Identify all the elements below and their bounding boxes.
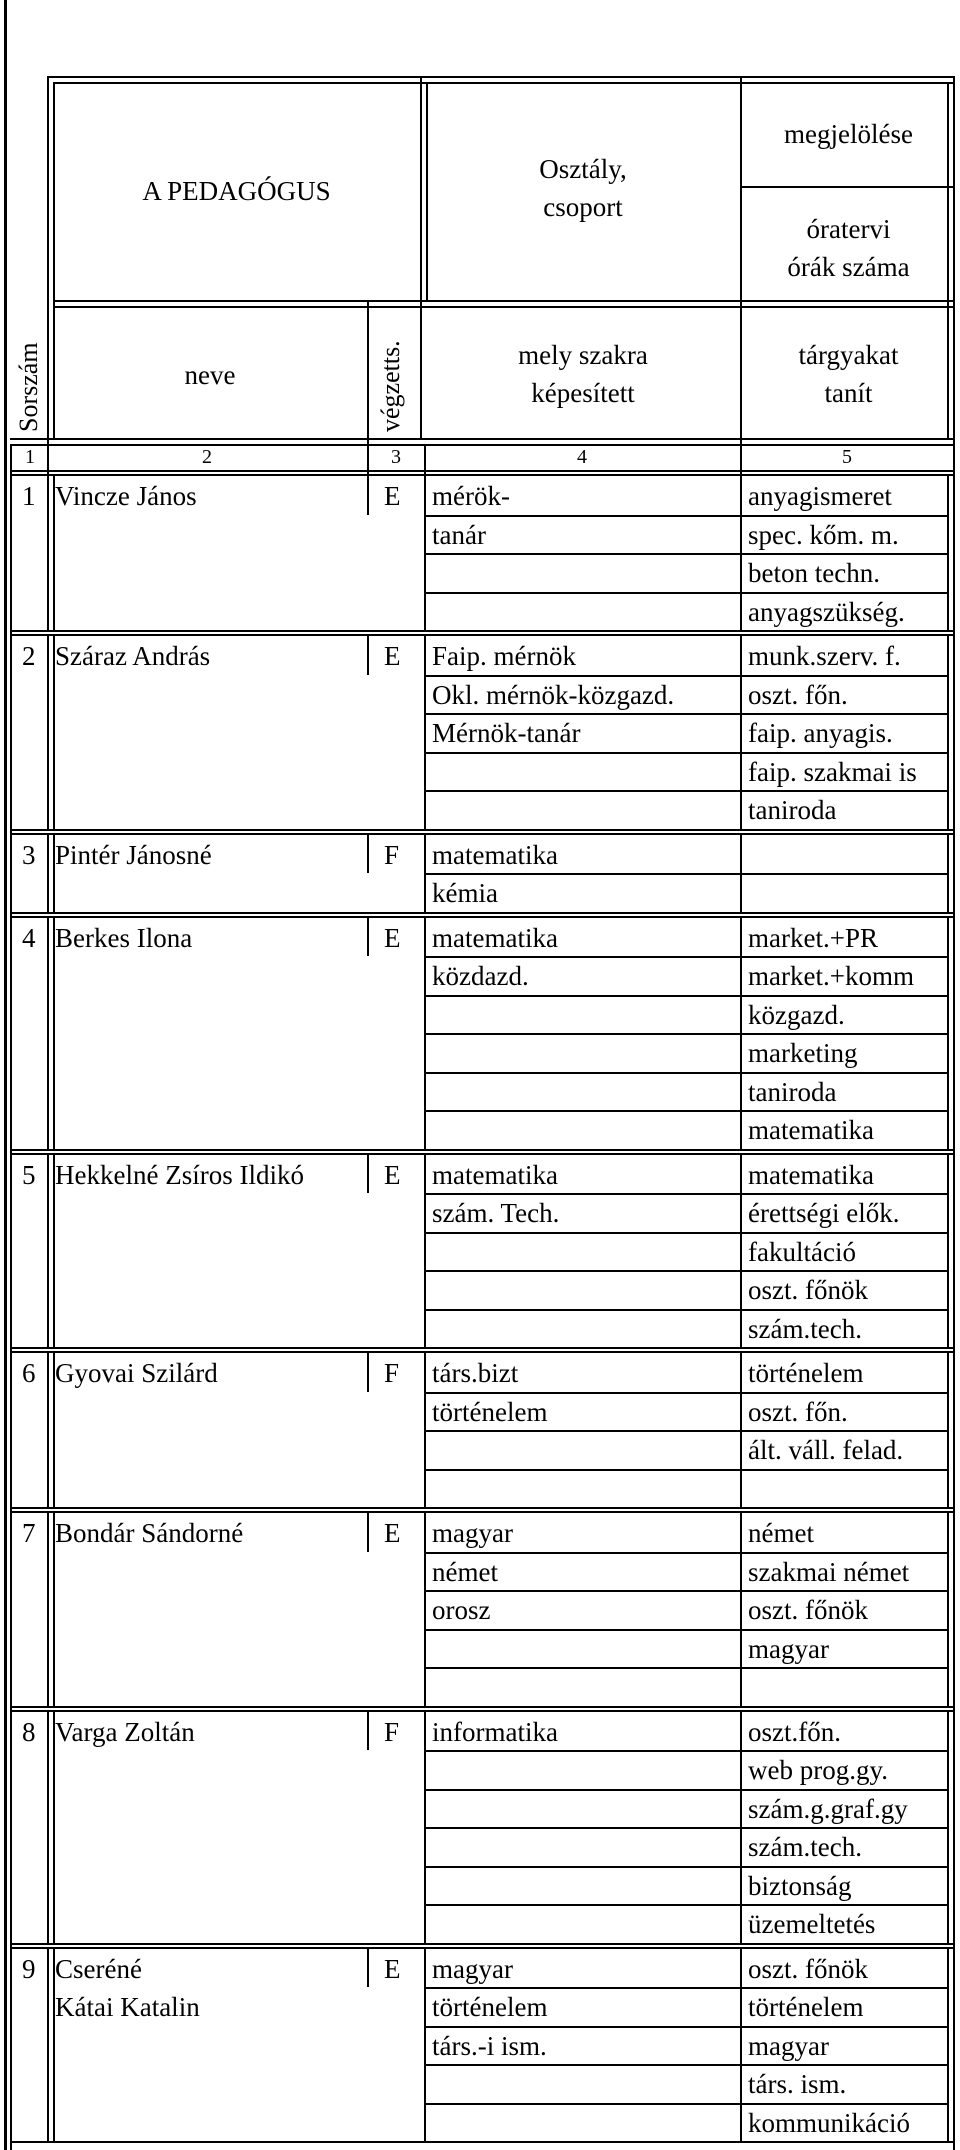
subject: német [748,1518,814,1548]
qualification: Okl. mérnök-közgazd. [432,679,675,710]
teacher-name: Vincze János [55,481,197,511]
line-sep [424,1987,947,1989]
subject: szám.g.graf.gy [748,1793,908,1824]
line-sep [424,752,947,754]
row-col-sep [47,835,49,912]
row-border [10,1947,955,1949]
row-col-sep-b [53,1949,55,2142]
subject: market.+PR [748,922,878,953]
subject: anyagismeret [748,481,892,511]
header-v2 [420,76,422,306]
colnum-sep [424,444,426,474]
teacher-name: Berkes Ilona [55,922,193,953]
row-col-sep [367,1949,369,1988]
degree-level: E [384,1953,401,1984]
teacher-name: Varga Zoltán [55,1716,195,1747]
line-sep [424,1552,947,1554]
line-sep [424,713,947,715]
qualification: tanár [432,519,486,550]
row-col-sep-b [947,1712,949,1943]
qualification: kémia [432,878,498,908]
line-sep [424,675,947,677]
line-sep [424,1232,947,1234]
row-col-sep-b [53,1712,55,1943]
column-number: 4 [577,446,587,468]
line-sep [424,1866,947,1868]
row-col-sep [367,1513,369,1552]
row-col-sep [740,636,742,829]
teacher-name: Cseréné [55,1953,142,1984]
oratervi-heading: óratervi órák száma [787,214,910,282]
row-col-sep [424,1949,426,2142]
row-border-bottom [10,912,955,914]
subject: taniroda [748,795,837,825]
subject: szakmai német [748,1556,910,1587]
line-sep [424,1750,947,1752]
row-col-sep-b [947,636,949,829]
degree-level: E [384,922,401,953]
colnum-sep [367,444,369,474]
row-col-sep-b [53,636,55,829]
subject: anyagszükség. [748,596,905,627]
row-col-sep-b [53,1353,55,1507]
qualification: szám. Tech. [432,1198,560,1228]
line-sep [424,1789,947,1791]
line-sep [424,2026,947,2028]
row-border-bottom [10,829,955,831]
subject: oszt. főn. [748,679,848,710]
line-sep [424,1309,947,1311]
row-col-sep [740,1513,742,1706]
row-col-sep [47,476,49,630]
header-mid-2 [53,300,955,302]
mely-szakra-heading: mely szakra képesített [518,340,648,408]
row-border [10,1153,955,1155]
row-col-sep [47,1949,49,2142]
qualification: informatika [432,1716,558,1747]
colnum-sep [740,444,742,474]
line-sep [424,1110,947,1112]
qualification: közdazd. [432,961,529,991]
row-number: 8 [22,1716,36,1747]
qualification: matematika [432,839,558,870]
line-sep [424,1629,947,1631]
degree-level: F [384,839,400,870]
row-border [10,916,955,918]
line-sep [424,873,947,875]
page-left-border [4,0,7,2150]
line-sep [424,995,947,997]
subject: történelem [748,1358,864,1388]
column-number: 5 [842,446,852,468]
header-bottom-border-2 [10,444,955,446]
row-col-sep [367,1353,369,1392]
colnum-sep [47,444,49,474]
subject: faip. szakmai is [748,756,917,787]
qualification: történelem [432,1992,548,2022]
row-col-sep [47,1155,49,1348]
subject: oszt. főnök [748,1953,868,1984]
subject: matematika [748,1115,874,1145]
row-col-sep-b [53,1513,55,1706]
qualification: orosz [432,1595,491,1625]
degree-level: F [384,1716,400,1747]
subject: oszt. főnök [748,1595,868,1625]
row-border-bottom [10,1347,955,1349]
colnum-bottom-border [10,470,955,472]
targyakat-heading: tárgyakat tanít [798,340,899,408]
qualification: német [432,1556,498,1587]
subject: szám.tech. [748,1313,862,1344]
table-right-border [953,444,955,2150]
subject: taniroda [748,1076,837,1107]
subject: munk.szerv. f. [748,641,901,671]
row-col-sep [367,636,369,675]
row-number: 2 [22,641,36,671]
row-col-sep-b [947,1949,949,2142]
line-sep [424,1430,947,1432]
header-v-vegz-b [420,306,422,438]
line-sep [424,2103,947,2105]
subject: oszt.főn. [748,1716,841,1747]
line-sep [424,515,947,517]
subject: oszt. főn. [748,1396,848,1427]
vegzetts-heading: végzetts. [376,340,405,432]
subject: spec. kőm. m. [748,519,899,550]
row-col-sep [740,1155,742,1348]
row-col-sep [47,1513,49,1706]
megjelolese-heading: megjelölése [784,119,913,149]
line-sep [424,1392,947,1394]
column-number: 1 [25,446,35,468]
teacher-name: Hekkelné Zsíros Ildikó [55,1159,304,1190]
row-col-sep [47,918,49,1149]
degree-level: E [384,481,401,511]
line-sep [424,1904,947,1906]
row-col-sep [47,1712,49,1943]
header-mid-right [742,186,955,188]
neve-heading: neve [184,360,236,390]
subject: fakultáció [748,1236,856,1267]
subject: üzemeltetés [748,1909,876,1939]
row-border [10,634,955,636]
qualification: mérök- [432,481,510,511]
header-bottom-border [10,438,955,440]
row-border [10,474,955,476]
row-col-sep-b [53,1155,55,1348]
teacher-name: Kátai Katalin [55,1992,200,2022]
row-col-sep [367,835,369,874]
subject: érettségi elők. [748,1198,900,1228]
row-col-sep [424,1513,426,1706]
row-number: 7 [22,1518,36,1548]
degree-level: E [384,641,401,671]
line-sep [424,1590,947,1592]
degree-level: E [384,1518,401,1548]
subject: szám.tech. [748,1832,862,1862]
row-col-sep [367,918,369,957]
degree-level: E [384,1159,401,1190]
header-top-border-inner [53,82,955,84]
line-sep [424,790,947,792]
row-col-sep-b [947,1353,949,1507]
row-col-sep [47,1353,49,1507]
line-sep [424,1469,947,1471]
teacher-name: Pintér Jánosné [55,839,212,870]
row-col-sep-b [947,1513,949,1706]
qualification: matematika [432,922,558,953]
row-col-sep-b [53,918,55,1149]
subject: matematika [748,1159,874,1190]
subject: közgazd. [748,999,845,1030]
qualification: Mérnök-tanár [432,718,581,748]
row-border [10,1710,955,1712]
line-sep [424,1270,947,1272]
subject: faip. anyagis. [748,718,893,748]
table-left-border [10,444,12,2150]
row-border-bottom [10,630,955,632]
row-col-sep [367,1712,369,1751]
row-col-sep-b [53,835,55,912]
row-border [10,1351,955,1353]
row-border [10,1511,955,1513]
line-sep [424,592,947,594]
line-sep [424,1033,947,1035]
subject: társ. ism. [748,2069,847,2099]
row-border-bottom [10,1149,955,1151]
subject: oszt. főnök [748,1275,868,1305]
row-col-sep-b [53,476,55,630]
row-col-sep [367,1155,369,1194]
qualification: társ.-i ism. [432,2030,547,2061]
row-col-sep-b [947,918,949,1149]
row-col-sep-b [947,835,949,912]
row-col-sep [367,476,369,515]
sorszam-heading: Sorszám [14,342,43,432]
subject: web prog.gy. [748,1755,888,1785]
subject: beton techn. [748,558,880,588]
line-sep [424,1827,947,1829]
row-border-bottom [10,1706,955,1708]
line-sep [424,1072,947,1074]
teacher-name: Gyovai Szilárd [55,1358,218,1388]
header-v1 [47,76,49,474]
row-border-bottom [10,2141,955,2143]
subject: marketing [748,1038,858,1068]
row-number: 1 [22,481,36,511]
teacher-name: Bondár Sándorné [55,1518,244,1548]
subject: biztonság [748,1870,852,1901]
subject: magyar [748,1633,829,1664]
line-sep [424,1667,947,1669]
row-number: 6 [22,1358,36,1388]
subject: market.+komm [748,961,914,991]
subject: történelem [748,1992,864,2022]
teacher-name: Száraz András [55,641,211,671]
column-number: 2 [202,446,212,468]
qualification: magyar [432,1953,513,1984]
subject: magyar [748,2030,829,2061]
subject: ált. váll. felad. [748,1435,904,1465]
line-sep [424,553,947,555]
row-col-sep-b [947,1155,949,1348]
row-col-sep [740,1949,742,2142]
line-sep [424,1193,947,1195]
subject: kommunikáció [748,2107,910,2138]
row-number: 3 [22,839,36,870]
qualification: történelem [432,1396,548,1427]
header-mid [53,306,955,308]
qualification: Faip. mérnök [432,641,576,671]
line-sep [424,2064,947,2066]
row-col-sep [424,1155,426,1348]
pedagogus-heading: A PEDAGÓGUS [142,176,331,206]
header-top-border [47,76,955,78]
row-number: 4 [22,922,36,953]
row-number: 5 [22,1159,36,1190]
osztaly-heading: Osztály, csoport [539,154,627,222]
qualification: magyar [432,1518,513,1548]
row-number: 9 [22,1953,36,1984]
row-col-sep [424,636,426,829]
line-sep [424,956,947,958]
column-number: 3 [391,446,401,468]
qualification: matematika [432,1159,558,1190]
qualification: társ.bizt [432,1358,519,1388]
row-border-bottom [10,1507,955,1509]
row-col-sep-b [947,476,949,630]
row-col-sep [47,636,49,829]
row-border [10,833,955,835]
degree-level: F [384,1358,400,1388]
row-border-bottom [10,1943,955,1945]
